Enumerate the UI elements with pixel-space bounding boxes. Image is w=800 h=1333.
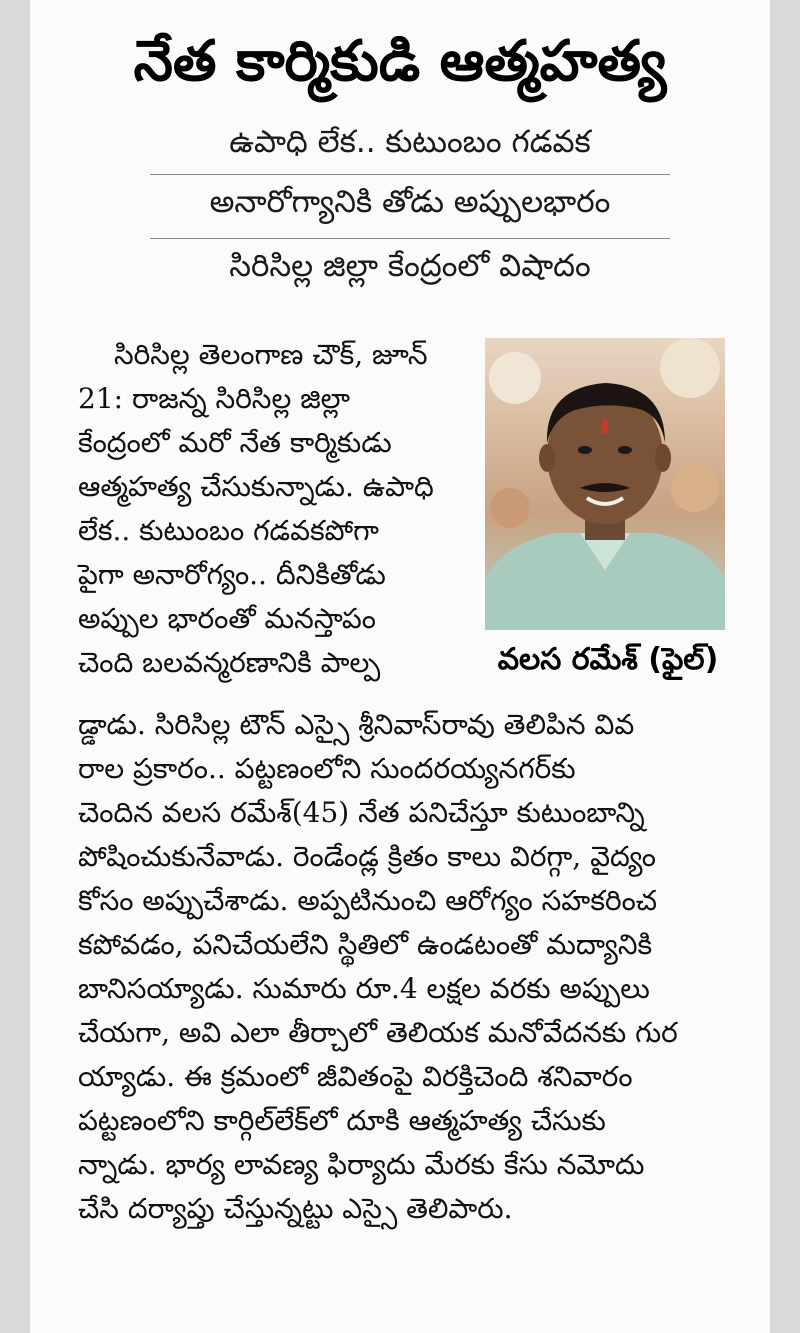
body-line: లేక.. కుటుంబం గడవకపోగా <box>78 514 379 547</box>
newspaper-clipping <box>30 0 770 1333</box>
headline: నేత కార్మికుడి ఆత్మహత్య <box>133 29 667 94</box>
body-line: పోషించుకునేవాడు. రెండేండ్ల క్రితం కాలు విరగ్గా, వైద్యం <box>78 840 656 873</box>
body-line: పట్టణంలోని కార్గిల్‌లేక్‌లో దూకి ఆత్మహత్య చేసుకు <box>78 1104 606 1137</box>
subheadline-2: అనారోగ్యానికి తోడు అప్పులభారం <box>209 184 611 220</box>
body-line: ఆత్మహత్య చేసుకున్నాడు. ఉపాధి <box>78 470 434 503</box>
body-line: డ్డాడు. సిరిసిల్ల టౌన్ ఎస్సై శ్రీనివాస్‌రావు తెలిపిన వివ <box>78 708 635 741</box>
body-line: కపోవడం, పనిచేయలేని స్థితిలో ఉండటంతో మద్యానికి <box>78 928 653 961</box>
body-line: కేంద్రంలో మరో నేత కార్మికుడు <box>78 426 392 459</box>
photo-caption: వలస రమేశ్ (ఫైల్) <box>497 642 719 677</box>
body-line: న్నాడు. భార్య లావణ్య ఫిర్యాదు మేరకు కేసు నమోదు <box>78 1148 645 1181</box>
body-line: చేసి దర్యాప్తు చేస్తున్నట్టు ఎస్సై తెలిపారు. <box>78 1192 513 1225</box>
body-line: చెంది బలవన్మరణానికి పాల్ప <box>78 646 381 679</box>
portrait-photo <box>485 338 725 630</box>
body-line: చెందిన వలస రమేశ్(45) నేత పనిచేస్తూ కుటుంబాన్ని <box>78 796 645 829</box>
body-line: రాల ప్రకారం.. పట్టణంలోని సుందరయ్యనగర్‌కు <box>78 752 576 785</box>
body-line: కోసం అప్పుచేశాడు. అప్పటినుంచి ఆరోగ్యం సహకరించ <box>78 884 658 917</box>
subheadline-3: సిరిసిల్ల జిల్లా కేంద్రంలో విషాదం <box>229 248 591 284</box>
deck-divider-2 <box>150 238 670 239</box>
body-line: పైగా అనారోగ్యం.. దీనికితోడు <box>78 558 386 591</box>
deck-divider-1 <box>150 174 670 175</box>
portrait-illustration <box>485 338 725 630</box>
body-line: బానిసయ్యాడు. సుమారు రూ.4 లక్షల వరకు అప్పులు <box>78 972 650 1005</box>
body-line: సిరిసిల్ల తెలంగాణ చౌక్, జూన్ <box>114 338 428 371</box>
body-line: చేయగా, అవి ఎలా తీర్చాలో తెలియక మనోవేదనకు గుర <box>78 1016 678 1049</box>
subheadline-1: ఉపాధి లేక.. కుటుంబం గడవక <box>229 124 591 160</box>
body-line: 21: రాజన్న సిరిసిల్ల జిల్లా <box>78 382 350 415</box>
body-line: య్యాడు. ఈ క్రమంలో జీవితంపై విరక్తిచెంది శనివారం <box>78 1060 633 1093</box>
body-line: అప్పుల భారంతో మనస్తాపం <box>78 602 376 635</box>
